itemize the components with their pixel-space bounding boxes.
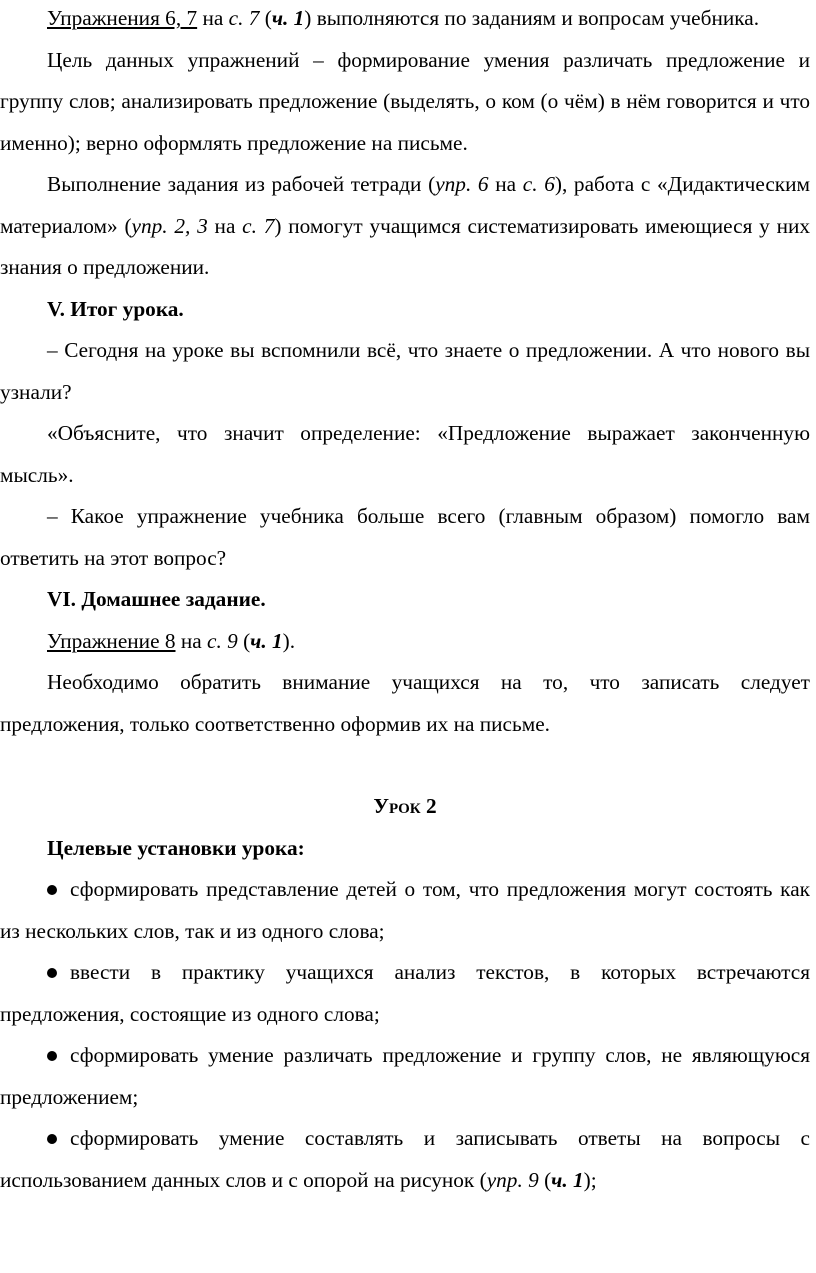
goal-text: сформировать представление детей о том, что предложения могут состоять как из нескольких слов, так и из одного слова; bbox=[0, 877, 810, 943]
exercise-reference: упр. 2, 3 bbox=[131, 213, 208, 238]
page-reference: с. 9 bbox=[207, 628, 238, 653]
goal-text: сформировать умение составлять и записывать ответы на вопросы с использованием данных слов и с опорой на рисунок ( bbox=[0, 1126, 810, 1192]
part-reference: ч. 1 bbox=[271, 6, 305, 30]
goal-item bbox=[0, 1118, 810, 1201]
text-fragment: ( bbox=[538, 1167, 552, 1192]
goal-item bbox=[0, 952, 810, 1035]
text-fragment: ( bbox=[237, 628, 251, 653]
lesson-title-text: Урок 2 bbox=[373, 794, 437, 818]
text-fragment: ( bbox=[259, 6, 272, 30]
goals-heading bbox=[0, 828, 810, 870]
section-heading-homework bbox=[0, 579, 810, 621]
question-2: «Объясните, что значит определение: «Предложение выражает законченную мысль». bbox=[0, 421, 810, 487]
paragraph-goal: Цель данных упражнений – формирование умения различать предложение и группу слов; анализировать предложение (выделять, о ком (о чём) в нём говорится и что именно); верно оформлять предложение на письме. bbox=[0, 47, 810, 155]
goal-item bbox=[0, 1035, 810, 1118]
heading-text: VI. Домашнее задание. bbox=[47, 587, 266, 611]
heading-text: Целевые установки урока: bbox=[47, 835, 305, 860]
lesson-title bbox=[0, 786, 810, 828]
text-fragment: ), работа с «Дидактическим материалом» ( bbox=[0, 172, 811, 238]
text-fragment: на bbox=[488, 172, 523, 196]
part-reference: ч. 1 bbox=[551, 1167, 584, 1192]
goal-text: сформировать умение различать предложение и группу слов, не являющуюся предложением; bbox=[0, 1043, 810, 1109]
homework-note: Необходимо обратить внимание учащихся на то, что записать следует предложения, только соответственно оформив их на письме. bbox=[0, 670, 810, 736]
text-fragment: ); bbox=[583, 1167, 597, 1192]
text-fragment: выполняются по заданиям и вопросам учебника. bbox=[311, 6, 760, 30]
goal-text: ввести в практику учащихся анализ текстов, в которых встречаются предложения, состоящие из одного слова; bbox=[0, 960, 810, 1026]
text-fragment: Выполнение задания из рабочей тетради ( bbox=[47, 172, 436, 196]
text-fragment: на bbox=[207, 213, 243, 238]
page-reference: с. 6 bbox=[522, 172, 555, 196]
exercise-reference: Упражнения 6, 7 bbox=[47, 6, 198, 30]
question-3: – Какое упражнение учебника больше всего (главным образом) помогло вам ответить на этот вопрос? bbox=[0, 504, 810, 570]
goals-list bbox=[0, 869, 810, 1201]
text-fragment: на bbox=[197, 6, 229, 30]
paragraph-workbook bbox=[0, 164, 810, 289]
bullet-icon bbox=[47, 1051, 57, 1061]
bullet-icon bbox=[47, 968, 57, 978]
page-reference: с. 7 bbox=[228, 6, 260, 30]
bullet-icon bbox=[47, 1134, 57, 1144]
spacer bbox=[0, 745, 810, 786]
exercise-reference: Упражнение 8 bbox=[47, 628, 176, 653]
goal-item bbox=[0, 869, 810, 952]
page-reference: с. 7 bbox=[242, 213, 275, 238]
paragraph-exercises-6-7 bbox=[0, 0, 810, 40]
bullet-icon bbox=[47, 885, 57, 895]
question-1: – Сегодня на уроке вы вспомнили всё, что знаете о предложении. А что нового вы узнали? bbox=[0, 338, 810, 404]
exercise-reference: упр. 9 bbox=[486, 1167, 539, 1192]
homework-assignment bbox=[0, 621, 810, 663]
section-heading-summary bbox=[0, 289, 810, 331]
text-fragment: ) bbox=[304, 6, 312, 30]
text-fragment: ) помогут учащимся систематизировать имеющиеся у них знания о предложении. bbox=[0, 213, 811, 279]
part-reference: ч. 1 bbox=[250, 628, 283, 653]
exercise-reference: упр. 6 bbox=[435, 172, 489, 196]
text-fragment: на bbox=[175, 628, 207, 653]
text-fragment: ). bbox=[282, 628, 296, 653]
heading-text: V. Итог урока. bbox=[47, 296, 184, 321]
